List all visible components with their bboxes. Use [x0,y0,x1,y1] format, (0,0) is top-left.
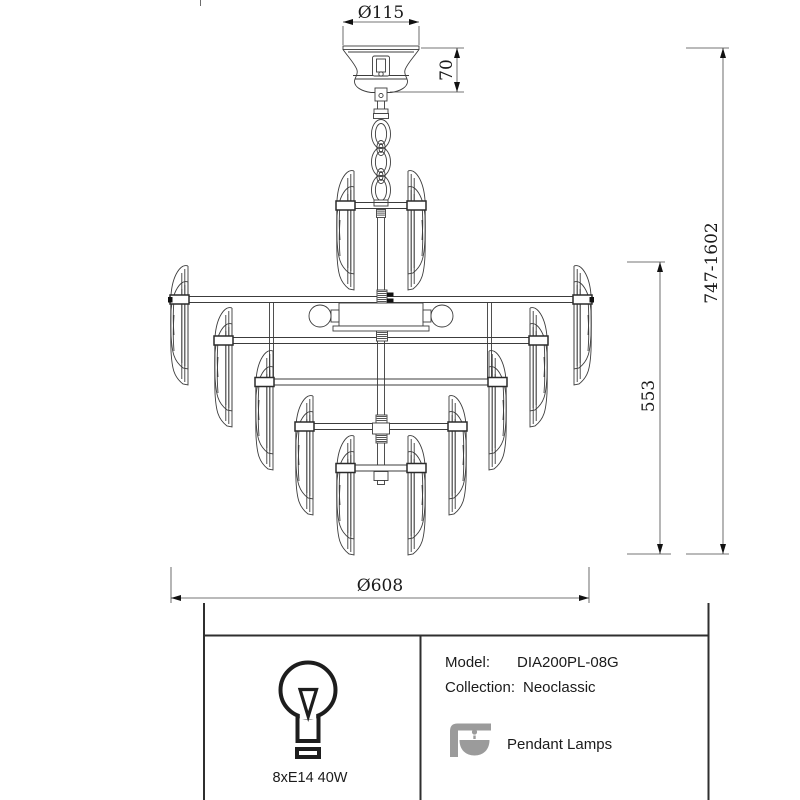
arrowhead [171,595,181,601]
panel-clamp [170,295,189,304]
dimension-body-height [627,262,671,554]
panel-clamp [448,422,467,431]
panel-clamp [295,422,314,431]
chain-collar [374,109,388,114]
canopy [343,46,419,101]
crystal-panel [171,266,188,385]
dimension-label: 70 [437,59,457,81]
dimension-canopy-diameter [343,3,419,45]
spec-table [203,603,710,800]
chain-link-inner [375,180,386,201]
panel-clamp [336,464,355,473]
pendant-stem [473,736,475,740]
panel-clamp [573,295,592,304]
panel-clamp [336,201,355,210]
canopy-bell-left [343,50,371,93]
dimension-overall-height [686,48,729,554]
canopy-connector [375,88,387,101]
housing-body [339,303,423,326]
dimension-label: Ø608 [356,576,404,596]
arrowhead [343,19,353,25]
set-screw [387,293,394,297]
crystal-panel [408,436,425,555]
crystal-panel [215,308,232,427]
dimension-label: 747-1602 [702,222,722,304]
pendant-dot [472,729,477,734]
arrowhead [657,262,663,272]
dimension-label: 553 [639,379,659,413]
bulb-base [297,749,319,757]
bulb-socket-left [309,305,331,327]
crystal-panel [530,308,547,427]
chain-link-inner [375,124,386,145]
lamp-housing [309,303,453,331]
arrowhead [720,48,726,58]
pendant-lamp-icon [450,724,491,758]
arrowhead [720,544,726,554]
pendant-shade [460,740,490,756]
canopy-bell-right [391,50,419,93]
dimension-body-diameter [171,567,589,603]
set-screw [387,299,394,303]
central-column [373,210,394,485]
model-value: DIA200PL-08G [517,654,619,671]
panel-clamp [214,336,233,345]
arrowhead [579,595,589,601]
arrowhead [454,82,460,92]
dimension-label: Ø115 [357,3,405,23]
crystal-panel [337,436,354,555]
model-label: Model: [445,654,491,671]
crystal-panel [337,171,354,290]
chain-collar [374,114,389,119]
bulb-arm-left [331,310,339,322]
crystal-panel [256,351,273,470]
arrowhead [454,48,460,58]
collection-value: Neoclassic [523,679,596,696]
crystal-panel [408,171,425,290]
collection-label: Collection: [445,679,516,696]
tier-hub [373,423,390,434]
canopy-rim [343,46,419,50]
panel-clamp [529,336,548,345]
clamp-bolt [168,297,173,303]
bottom-finial [374,472,388,481]
suspension-chain [372,101,391,206]
crystal-panel [449,396,466,515]
bottom-finial-tip [378,481,385,485]
housing-plate [333,326,429,331]
panel-clamp [407,201,426,210]
chain-collar [374,200,388,206]
category-label: Pendant Lamps [507,736,613,753]
bulb-spec-label: 8xE14 40W [272,770,348,786]
bulb-socket-right [431,305,453,327]
chain-link-inner [375,152,386,173]
panel-clamp [488,378,507,387]
panel-clamp [407,464,426,473]
bulb-icon [281,663,336,758]
crystal-panel [296,396,313,515]
arrowhead [409,19,419,25]
crystal-panels [171,171,592,555]
clamp-bolt [590,297,595,303]
arrowhead [657,544,663,554]
panel-clamp [255,378,274,387]
dimension-canopy-height [390,48,464,92]
crystal-panel [574,266,591,385]
bulb-arm-right [423,310,431,322]
